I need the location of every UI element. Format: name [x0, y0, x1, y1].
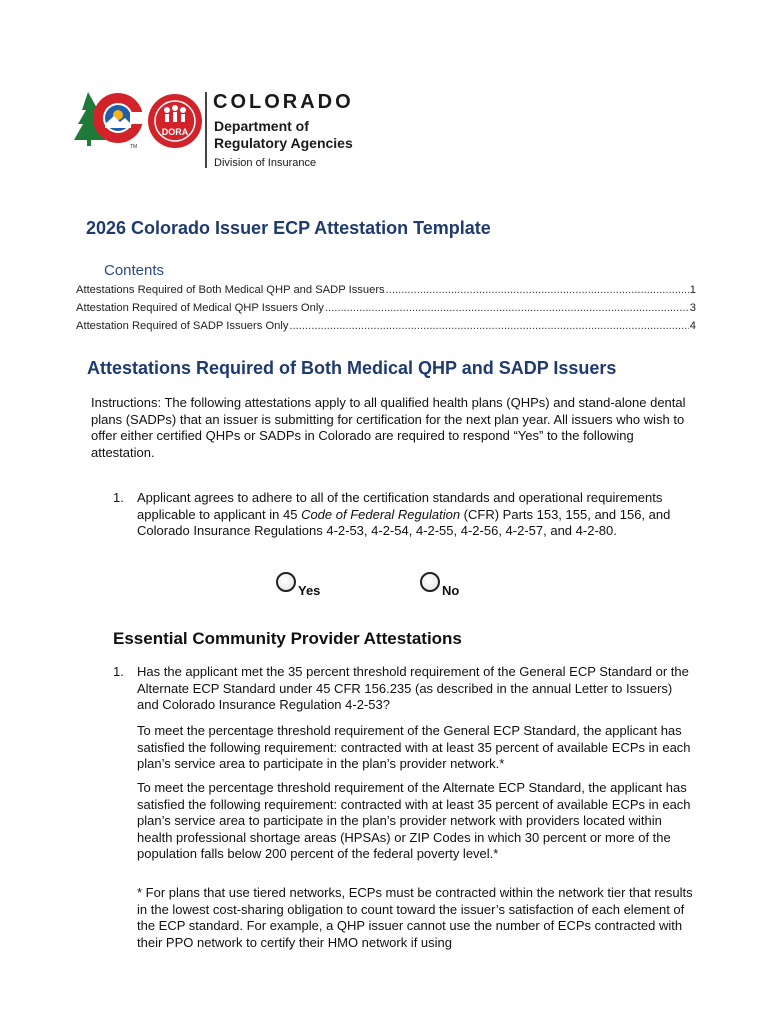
no-radio[interactable]: [420, 572, 460, 598]
general-ecp-paragraph: To meet the percentage threshold requirement of the General ECP Standard, the applicant has satisfied the following requirement: contracted with at least 35 percent of available ECPs in each plan’s service area to participate in the plan’s provider network.*: [137, 723, 691, 771]
item-text: [137, 490, 693, 540]
department-name: [214, 118, 353, 152]
ecp-heading: Essential Community Provider Attestations: [113, 629, 462, 648]
alternate-ecp-paragraph: To meet the percentage threshold requirement of the Alternate ECP Standard, the applicant has satisfied the following requirement: contracted with at least 35 percent of available ECPs in each plan’s service area to participate in the plan’s provider network with providers located within health professional shortage areas (HPSAs) or ZIP Codes in which 30 percent or more of the population falls below 200 percent of the federal poverty level.*: [137, 780, 691, 861]
toc-leader: [325, 302, 689, 314]
colorado-state-logo-icon: [74, 92, 146, 150]
toc-entry-text: Attestation Required of Medical QHP Issuers Only: [76, 302, 324, 314]
header-divider: [205, 92, 207, 168]
dora-badge-text: DORA: [161, 127, 189, 137]
toc-leader: [386, 284, 689, 296]
department-line-2: Regulatory Agencies: [214, 135, 353, 151]
toc-entry[interactable]: [76, 284, 696, 296]
toc-entry[interactable]: [76, 320, 696, 332]
colorado-dora-logo: [74, 88, 202, 158]
document-title: 2026 Colorado Issuer ECP Attestation Template: [86, 218, 491, 238]
dora-badge-icon: [148, 94, 202, 148]
org-name: COLORADO: [213, 91, 354, 113]
department-line-1: Department of: [214, 118, 309, 134]
toc-entry-page: 4: [689, 320, 696, 332]
toc-leader: [289, 320, 688, 332]
svg-text:TM: TM: [130, 144, 138, 150]
item-text-italic: Code of Federal Regulation: [301, 506, 461, 522]
tiered-network-note: * For plans that use tiered networks, ECPs must be contracted within the network tier that results in the lowest cost-sharing obligation to count toward the issuer’s satisfaction of each element of the ECP standard. For example, a QHP issuer cannot use the number of ECPs contracted with their PPO network to certify their HMO network if using: [137, 885, 693, 950]
toc-entry-page: 3: [689, 302, 696, 314]
yes-label: Yes: [298, 583, 321, 598]
toc-entry-text: Attestations Required of Both Medical QHP and SADP Issuers: [76, 284, 385, 296]
item-number: 1.: [113, 664, 124, 679]
radio-circle-icon[interactable]: [420, 572, 440, 592]
division-name: Division of Insurance: [214, 157, 317, 169]
item-text-part: (CFR) Parts 153, 155, and 156, and Colorado Insurance Regulations 4-2-53, 4-2-54, 4-2-55, 4-2-56, 4-2-57, and 4-2-80.: [137, 506, 671, 538]
toc-heading: Contents: [104, 262, 165, 279]
attestation-item-1: [113, 490, 693, 540]
toc-entry-page: 1: [689, 284, 696, 296]
toc-entry-text: Attestation Required of SADP Issuers Only: [76, 320, 289, 332]
section-heading: Attestations Required of Both Medical QHP and SADP Issuers: [87, 358, 617, 378]
toc-entry[interactable]: [76, 302, 696, 314]
item-number: 1.: [113, 490, 124, 505]
no-label: No: [442, 583, 460, 598]
instructions-paragraph: Instructions: The following attestations apply to all qualified health plans (QHPs) and stand-alone dental plans (SADPs) that an issuer is submitting for certification for the next plan year. All issuers who wish to offer either certified QHPs or SADPs in Colorado are required to respond “Yes” to the following attestation.: [91, 395, 686, 460]
radio-circle-icon[interactable]: [276, 572, 296, 592]
item-text-part: Applicant agrees to adhere to all of the certification standards and operational requirements applicable to applicant in 45: [137, 490, 663, 522]
ecp-item-1: [113, 664, 693, 714]
yes-radio[interactable]: [276, 572, 321, 598]
item-text: Has the applicant met the 35 percent threshold requirement of the General ECP Standard or the Alternate ECP Standard under 45 CFR 156.235 (as described in the annual Letter to Issuers) and Colorado Insurance Regulation 4-2-53?: [137, 664, 689, 712]
